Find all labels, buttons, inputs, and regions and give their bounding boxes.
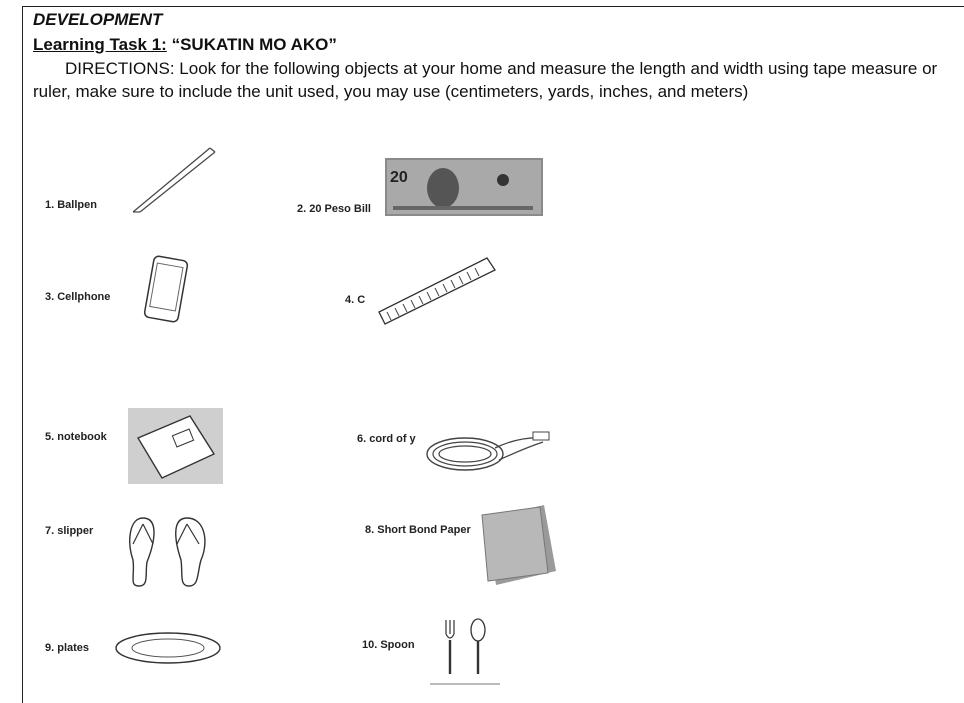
item-label-bond-paper: 8. Short Bond Paper <box>365 524 471 536</box>
section-heading: DEVELOPMENT <box>33 10 163 29</box>
item-label-cord: 6. cord of y <box>357 433 416 445</box>
item-label-plates: 9. plates <box>45 642 90 654</box>
ballpen-icon <box>130 140 220 215</box>
notebook-icon <box>128 408 223 484</box>
item-label-slipper: 7. slipper <box>45 525 94 537</box>
directions-text <box>33 57 953 103</box>
slipper-icon <box>125 514 217 590</box>
item-label-notebook: 5. notebook <box>45 431 107 443</box>
cord-icon <box>425 418 560 478</box>
item-label-cellphone: 3. Cellphone <box>45 291 111 303</box>
bill-denomination: 20 <box>390 169 408 186</box>
item-label-ballpen: 1. Ballpen <box>45 199 97 211</box>
cellphone-icon <box>140 255 192 325</box>
spoon-fork-icon <box>428 616 503 692</box>
item-label-peso-bill: 2. 20 Peso Bill <box>297 203 371 215</box>
peso-bill-icon <box>385 158 543 216</box>
bond-paper-icon <box>478 505 558 585</box>
comb-icon <box>375 250 500 330</box>
plate-icon <box>113 628 223 668</box>
directions-body: DIRECTIONS: Look for the following objects at your home and measure the length and width using tape measure or ruler, make sure to include the unit used, you may use (centimeters, yards, inches, and meters) <box>33 59 938 101</box>
task-name: “SUKATIN MO AKO” <box>171 35 337 54</box>
task-prefix: Learning Task 1: <box>33 35 167 54</box>
task-title <box>33 35 337 55</box>
item-label-spoon: 10. Spoon <box>362 639 415 651</box>
worksheet-border <box>22 6 964 703</box>
item-label-comb: 4. C <box>345 294 366 306</box>
